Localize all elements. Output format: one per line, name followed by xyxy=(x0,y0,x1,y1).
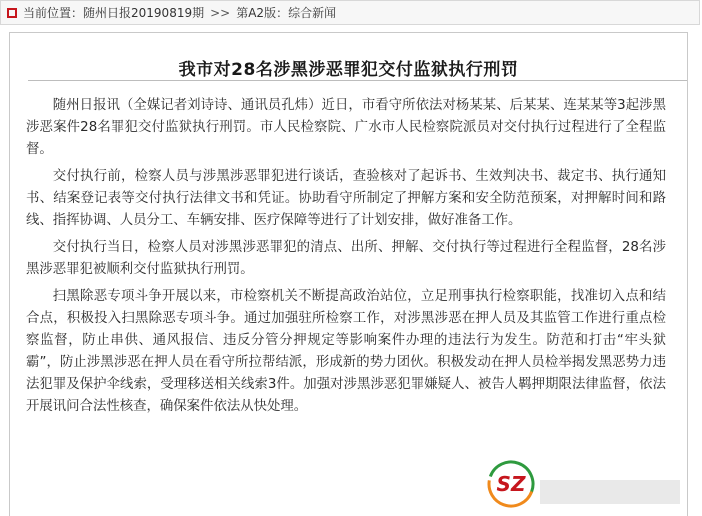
watermark-icon xyxy=(540,472,690,512)
article-paragraph-3: 交付执行当日，检察人员对涉黑涉恶罪犯的清点、出所、押解、交付执行等过程进行全程监督，28名涉黑涉恶罪犯被顺利交付监狱执行刑罚。 xyxy=(26,240,666,277)
sz-logo-icon xyxy=(487,460,535,508)
logo-text: SZ xyxy=(496,472,526,496)
breadcrumb-paper-link[interactable]: 随州日报20190819期 xyxy=(83,6,205,20)
breadcrumb-section-link[interactable]: 第A2版：综合新闻 xyxy=(236,6,337,20)
breadcrumb xyxy=(0,0,700,25)
article-title: 我市对28名涉黑涉恶罪犯交付监狱执行刑罚 xyxy=(178,60,519,80)
article-paragraph-1: 随州日报讯（全媒记者刘诗诗、通讯员孔炜）近日，市看守所依法对杨某某、后某某、连某某等3起涉黑涉恶案件28名罪犯交付监狱执行刑罚。市人民检察院、广水市人民检察院派员对交付执行过程进行了全程监督。 xyxy=(26,98,666,157)
article-body xyxy=(26,95,666,423)
location-icon xyxy=(7,8,17,18)
breadcrumb-separator: >> xyxy=(210,5,231,20)
title-divider xyxy=(28,80,687,81)
article-paragraph-2: 交付执行前，检察人员与涉黑涉恶罪犯进行谈话，查验核对了起诉书、生效判决书、裁定书、执行通知书、结案登记表等交付执行法律文书和凭证。协助看守所制定了押解方案和安全防范预案，对押解时间和路线、指挥协调、人员分工、车辆安排、医疗保障等进行了计划安排，做好准备工作。 xyxy=(26,169,666,228)
breadcrumb-prefix: 当前位置： xyxy=(23,6,84,20)
article-paragraph-4: 扫黑除恶专项斗争开展以来，市检察机关不断提高政治站位，立足刑事执行检察职能，找准切入点和结合点，积极投入扫黑除恶专项斗争。通过加强驻所检察工作，对涉黑涉恶在押人员及其监管工作进行重点检察监督，防止串供、通风报信、违反分管分押规定等影响案件办理的违法行为发生。防范和打击“牢头狱霸”，防止涉黑涉恶在押人员在看守所拉帮结派，形成新的势力团伙。积极发动在押人员检举揭发黑恶势力违法犯罪及保护伞线索，受理移送相关线索3件。加强对涉黑涉恶犯罪嫌疑人、被告人羁押期限法律监督，依法开展讯问合法性核查，确保案件依法从快处理。 xyxy=(26,289,666,414)
